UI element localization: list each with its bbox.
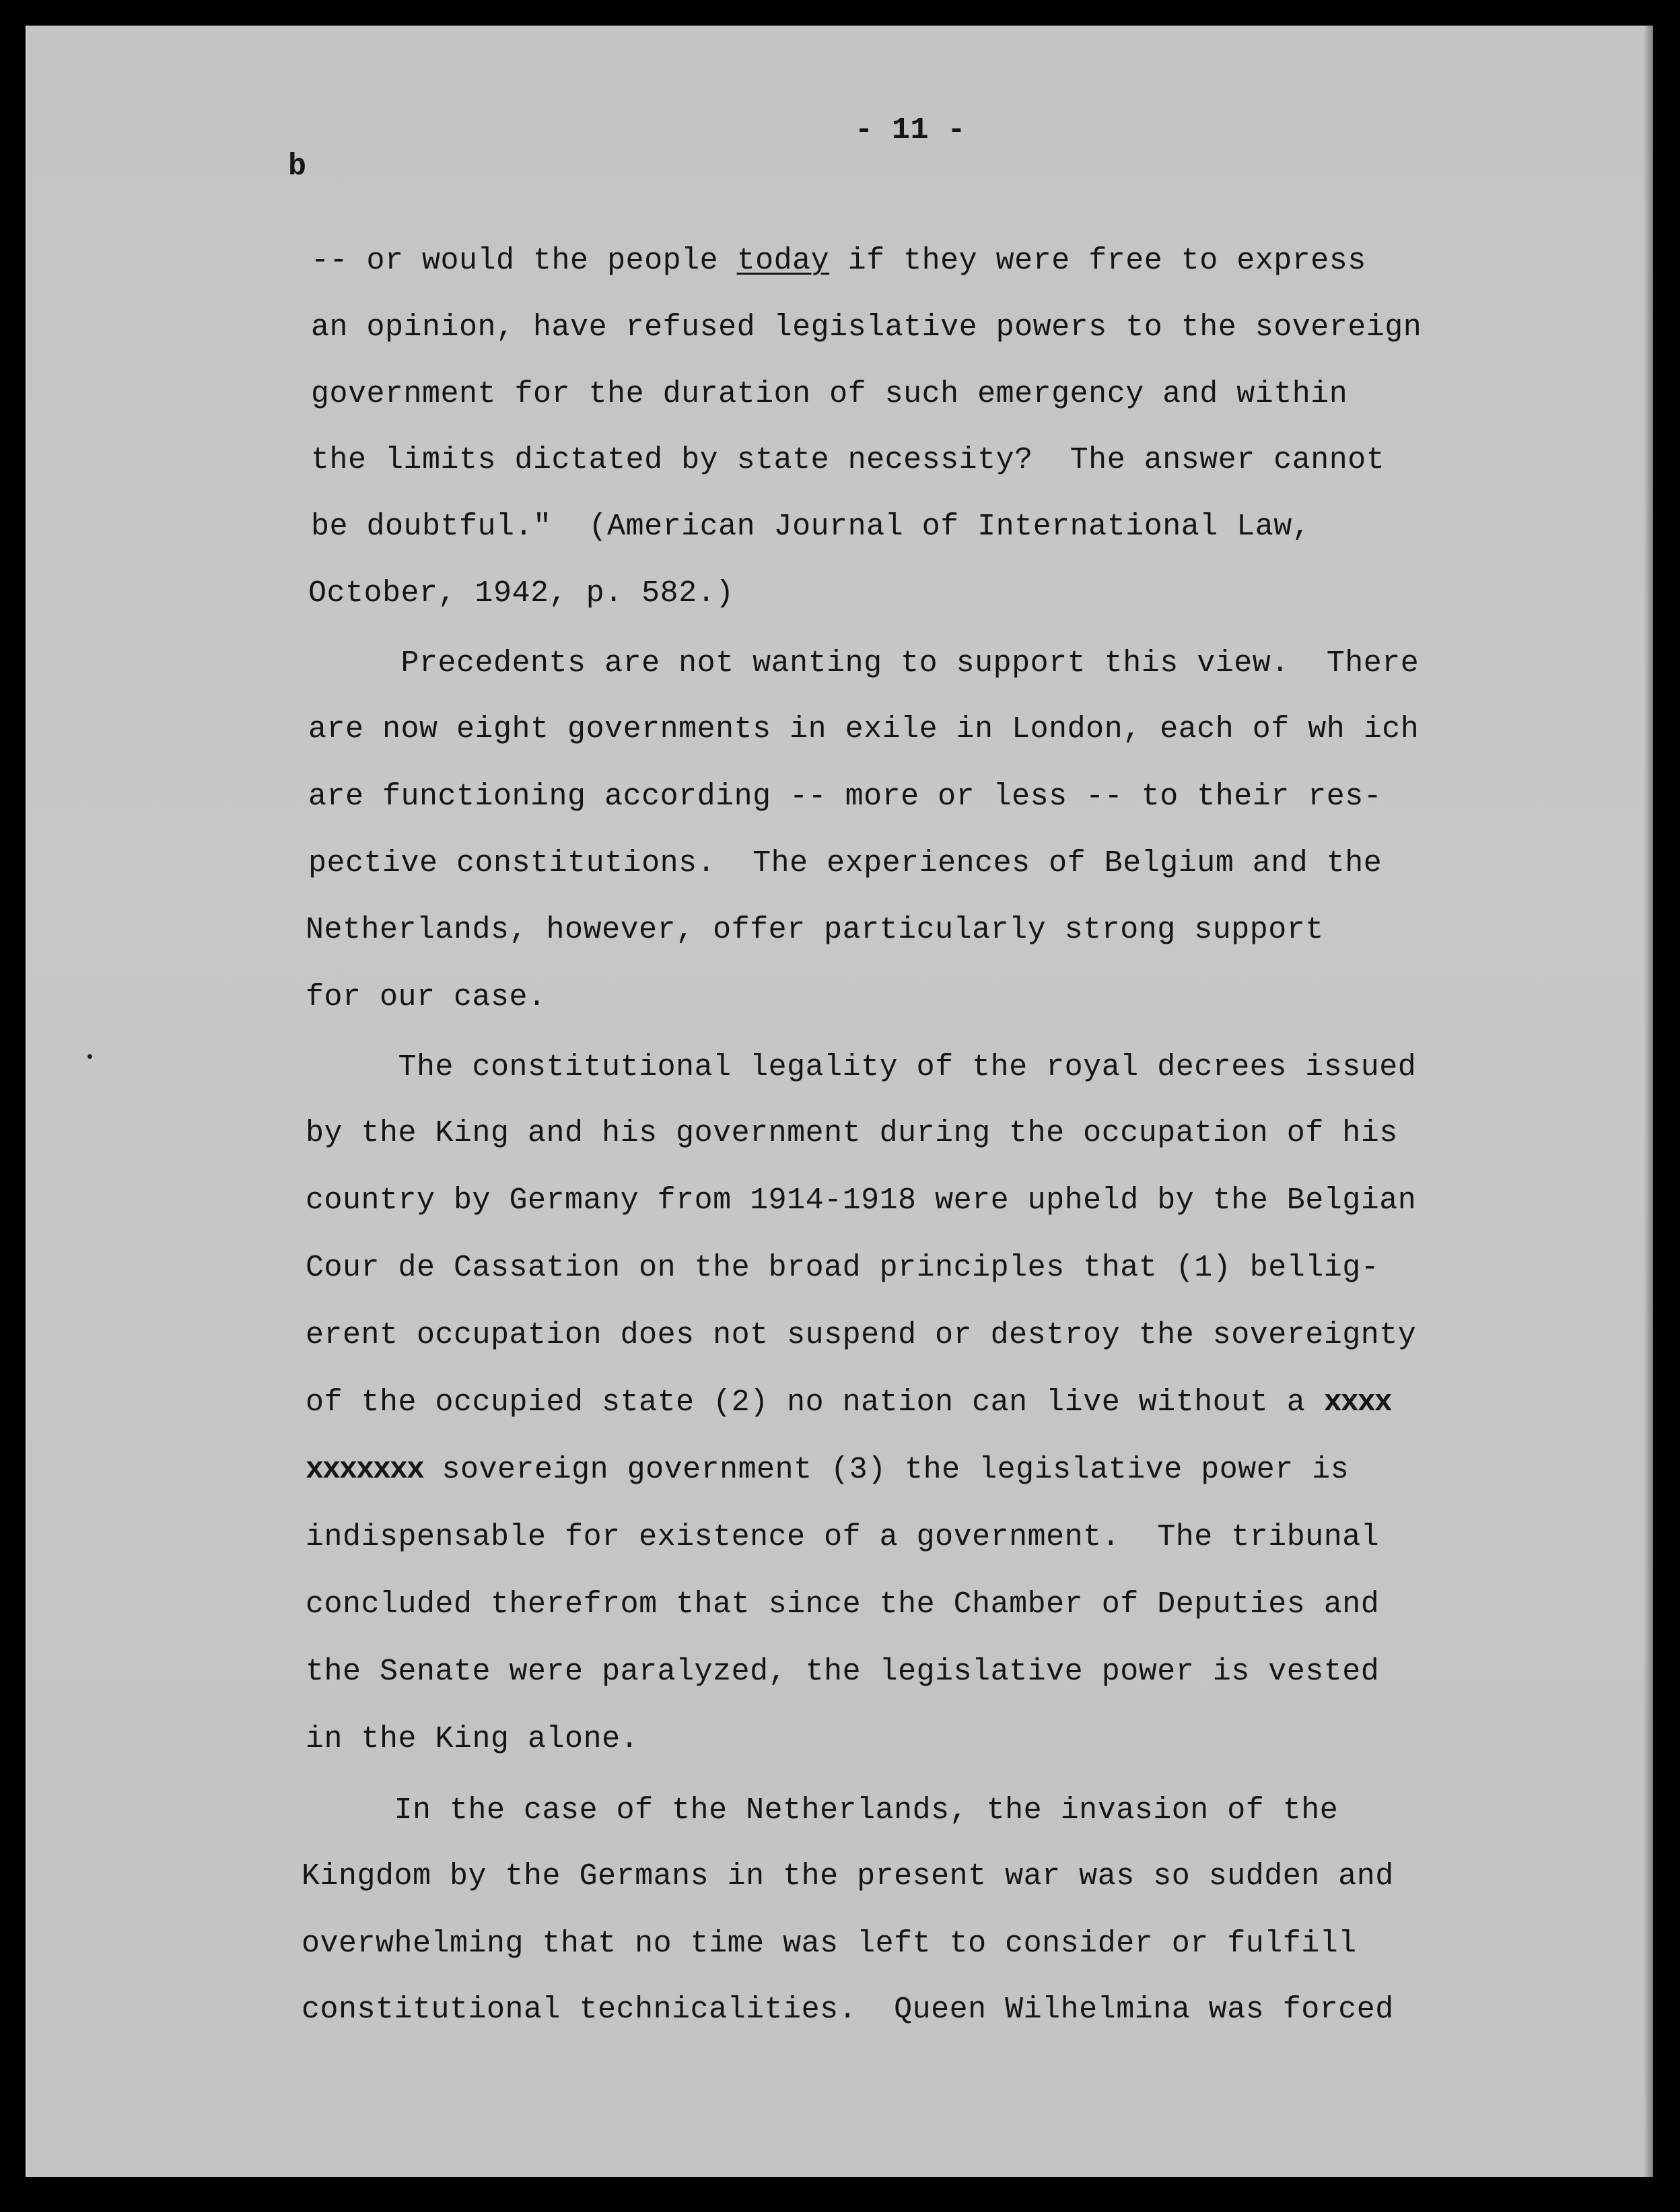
text-line: [308, 780, 1382, 814]
text-line: [302, 1993, 1394, 2027]
text-segment: erent occupation does not suspend or destroy the sovereignty: [306, 1318, 1417, 1352]
text-segment: indispensable for existence of a government. The tribunal: [306, 1520, 1380, 1554]
document-page: [26, 26, 1653, 2177]
text-line: [308, 712, 1419, 747]
page-number: - 11 -: [855, 113, 967, 147]
text-line: [306, 1385, 1391, 1420]
text-segment: The constitutional legality of the royal decrees issued: [306, 1050, 1417, 1084]
text-line: [308, 576, 734, 611]
text-line: [311, 244, 1366, 278]
text-line: [302, 1793, 1338, 1828]
text-line: [306, 980, 547, 1014]
text-segment: Kingdom by the Germans in the present war was so sudden and: [302, 1859, 1394, 1894]
struck-out-text: xxxx: [1323, 1385, 1391, 1420]
text-segment: October, 1942, p. 582.): [308, 576, 734, 611]
struck-out-text: xxxxxxx: [306, 1453, 424, 1487]
text-segment: concluded therefrom that since the Chamber of Deputies and: [306, 1587, 1380, 1622]
text-segment: Netherlands, however, offer particularly strong support: [306, 913, 1324, 947]
text-segment: In the case of the Netherlands, the invasion of the: [302, 1793, 1339, 1828]
text-segment: pective constitutions. The experiences of Belgium and the: [308, 846, 1382, 880]
text-segment: the limits dictated by state necessity? The answer cannot: [311, 443, 1385, 477]
text-line: [311, 377, 1348, 411]
text-line: [306, 1722, 639, 1756]
text-segment: if they were free to express: [829, 244, 1366, 278]
text-segment: the Senate were paralyzed, the legislative power is vested: [306, 1655, 1380, 1689]
underlined-word: today: [736, 244, 830, 278]
stray-mark: [88, 1054, 92, 1059]
text-segment: an opinion, have refused legislative powers to the sovereign: [311, 310, 1422, 345]
text-line: [302, 1859, 1394, 1894]
text-line: [306, 1116, 1398, 1150]
text-segment: for our case.: [306, 980, 547, 1014]
text-line: [311, 443, 1385, 477]
text-segment: of the occupied state (2) no nation can live without a: [306, 1385, 1324, 1420]
text-segment: in the King alone.: [306, 1722, 639, 1756]
text-segment: overwhelming that no time was left to consider or fulfill: [302, 1927, 1357, 1961]
section-letter: b: [288, 149, 307, 184]
text-segment: Precedents are not wanting to support this view. There: [308, 646, 1420, 681]
text-line: [306, 1183, 1416, 1218]
text-segment: be doubtful." (American Journal of International Law,: [311, 510, 1311, 544]
text-line: [306, 1318, 1416, 1352]
text-segment: are now eight governments in exile in London, each of wh ich: [308, 712, 1420, 747]
text-line: [306, 1050, 1416, 1084]
text-line: [308, 846, 1382, 880]
text-segment: -- or would the people: [311, 244, 737, 278]
text-segment: government for the duration of such emergency and within: [311, 377, 1348, 411]
text-line: [306, 913, 1324, 947]
text-line: [306, 1453, 1349, 1487]
text-segment: Cour de Cassation on the broad principles that (1) bellig-: [306, 1251, 1380, 1285]
text-line: [308, 646, 1419, 681]
text-line: [302, 1927, 1357, 1961]
text-line: [306, 1520, 1379, 1554]
text-segment: constitutional technicalities. Queen Wilhelmina was forced: [302, 1993, 1394, 2027]
text-line: [311, 510, 1310, 544]
text-line: [306, 1655, 1379, 1689]
text-segment: by the King and his government during the occupation of his: [306, 1116, 1398, 1150]
text-line: [306, 1251, 1379, 1285]
text-segment: sovereign government (3) the legislative power is: [423, 1453, 1350, 1487]
text-segment: are functioning according -- more or less -- to their res-: [308, 780, 1382, 814]
text-line: [311, 310, 1422, 345]
text-line: [306, 1587, 1379, 1622]
text-segment: country by Germany from 1914-1918 were upheld by the Belgian: [306, 1183, 1417, 1218]
